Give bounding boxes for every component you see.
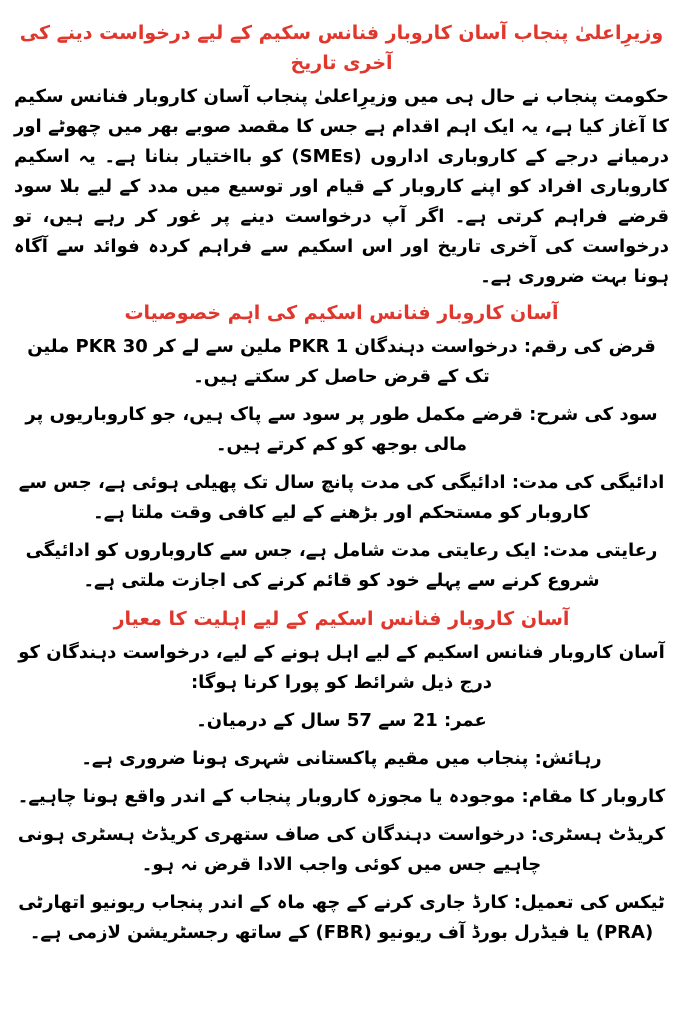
eligibility-age: عمر: 21 سے 57 سال کے درمیان۔ xyxy=(196,710,487,731)
eligibility-residence: رہائش: پنجاب میں مقیم پاکستانی شہری ہونا ضروری ہے۔ xyxy=(81,748,602,769)
features-heading: آسان کاروبار فنانس اسکیم کی اہم خصوصیات xyxy=(124,302,559,324)
main-heading: وزیرِاعلیٰ پنجاب آسان کاروبار فنانس سکیم کے لیے درخواست دینے کی آخری تاریخ xyxy=(19,22,664,74)
intro-paragraph: حکومت پنجاب نے حال ہی میں وزیرِاعلیٰ پنجاب آسان کاروبار فنانس سکیم کا آغاز کیا ہے، یہ ایک اہم اقدام ہے جس کا مقصد صوبے بھر میں چھوٹے اور درمیانے درجے کے کاروباری اداروں (SMEs) کو بااختیار بنانا ہے۔ یہ اسکیم کاروباری افراد کو اپنے کاروبار کے قیام اور توسیع میں مدد کے لیے بلا سود قرضے فراہم کرتی ہے۔ اگر آپ درخواست دینے پر غور کر رہے ہیں، تو درخواست کی آخری تاریخ اور اس اسکیم سے فراہم کردہ فوائد سے آگاہ ہونا بہت ضروری ہے۔ xyxy=(14,86,670,287)
eligibility-intro: آسان کاروبار فنانس اسکیم کے لیے اہل ہونے کے لیے، درخواست دہندگان کو درج ذیل شرائط کو پورا کرنا ہوگا: xyxy=(18,642,665,693)
eligibility-business-location: کاروبار کا مقام: موجودہ یا مجوزہ کاروبار پنجاب کے اندر واقع ہونا چاہیے۔ xyxy=(17,786,666,807)
feature-repayment-period: ادائیگی کی مدت: ادائیگی کی مدت پانچ سال تک پھیلی ہوئی ہے، جس سے کاروبار کو مستحکم اور بڑھنے کے لیے کافی وقت ملتا ہے۔ xyxy=(18,472,665,523)
feature-interest-rate: سود کی شرح: قرضے مکمل طور پر سود سے پاک ہیں، جو کاروباریوں پر مالی بوجھ کو کم کرتے ہیں۔ xyxy=(25,404,658,455)
feature-loan-amount: قرض کی رقم: درخواست دہندگان PKR 1 ملین سے لے کر PKR 30 ملین تک کے قرض حاصل کر سکتے ہیں۔ xyxy=(27,336,656,387)
eligibility-heading: آسان کاروبار فنانس اسکیم کے لیے اہلیت کا معیار xyxy=(113,608,570,630)
eligibility-tax-compliance: ٹیکس کی تعمیل: کارڈ جاری کرنے کے چھ ماہ کے اندر پنجاب ریونیو اتھارٹی (PRA) یا فیڈرل بورڈ آف ریونیو (FBR) کے ساتھ رجسٹریشن لازمی ہے۔ xyxy=(18,892,665,943)
eligibility-credit-history: کریڈٹ ہسٹری: درخواست دہندگان کی صاف ستھری کریڈٹ ہسٹری ہونی چاہیے جس میں کوئی واجب الادا قرض نہ ہو۔ xyxy=(17,824,666,875)
feature-grace-period: رعایتی مدت: ایک رعایتی مدت شامل ہے، جس سے کاروباروں کو ادائیگی شروع کرنے سے پہلے خود کو قائم کرنے کی اجازت ملتی ہے۔ xyxy=(25,540,658,591)
